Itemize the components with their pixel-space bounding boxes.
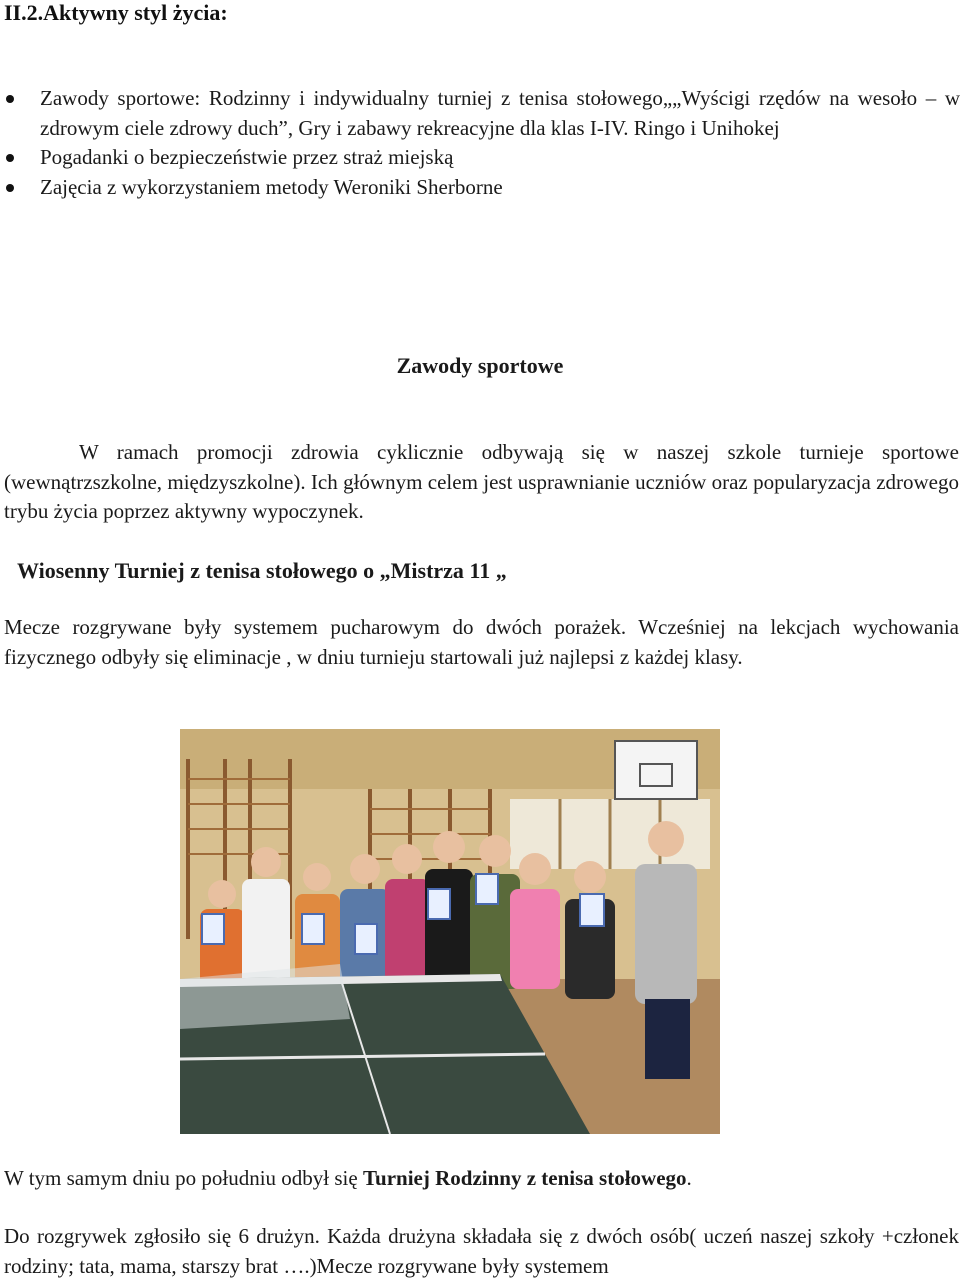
paragraph-matches: Mecze rozgrywane były systemem pucharowym do dwóch porażek. Wcześniej na lekcjach wychowania fizycznego odbyły się eliminacje , w dniu turnieju startowali już najlepsi z każdej klasy. [4, 615, 959, 669]
paragraph-teams: Do rozgrywek zgłosiło się 6 drużyn. Każda drużyna składała się z dwóch osób( uczeń naszej szkoły +członek rodziny; tata, mama, starszy brat ….)Mecze rozgrywane były systemem [4, 1224, 959, 1278]
bullet-icon [6, 95, 14, 103]
photo-illustration [180, 729, 720, 1134]
list-item-text: Zawody sportowe: Rodzinny i indywidualny turniej z tenisa stołowego„„Wyścigi rzędów na wesoło – w zdrowym ciele zdrowy duch”, Gry i zabawy rekreacyjne dla klas I-IV. Ringo i Unihokej [40, 86, 960, 140]
paragraph-family-tournament [4, 1164, 959, 1194]
paragraph-indent [4, 440, 79, 464]
list-item-text: Pogadanki o bezpieczeństwie przez straż miejską [40, 145, 454, 169]
paragraph-text: W tym samym dniu po południu odbył się [4, 1166, 363, 1190]
tournament-heading: Wiosenny Turniej z tenisa stołowego o „Mistrza 11 „ [17, 558, 507, 583]
bullet-icon [6, 154, 14, 162]
family-tournament-name: Turniej Rodzinny z tenisa stołowego [362, 1166, 687, 1190]
paragraph-promotion [4, 438, 959, 527]
sub-heading: Zawody sportowe [396, 353, 564, 378]
list-item [0, 143, 960, 173]
tournament-photo [180, 729, 720, 1134]
activity-list [0, 84, 960, 202]
paragraph-text: W ramach promocji zdrowia cyklicznie odbywają się w naszej szkole turnieje sportowe (wewnątrzszkolne, międzyszkolne). Ich głównym celem jest usprawnianie uczniów oraz popularyzacja zdrowego trybu życia poprzez aktywny wypoczynek. [4, 440, 959, 523]
list-item-text: Zajęcia z wykorzystaniem metody Weroniki Sherborne [40, 174, 503, 199]
bullet-icon [6, 184, 14, 192]
list-item [0, 173, 960, 203]
section-heading: II.2.Aktywny styl życia: [4, 0, 228, 25]
list-item [0, 84, 960, 143]
paragraph-text-end: . [686, 1166, 692, 1190]
